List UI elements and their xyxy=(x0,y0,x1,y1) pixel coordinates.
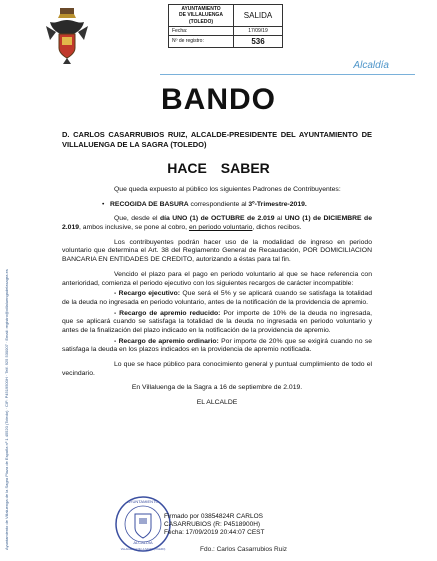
paragraph-intro: Que queda expuesto al público los siguientes Padrones de Contribuyentes: xyxy=(114,186,341,193)
registry-org-line: (TOLEDO) xyxy=(188,18,214,25)
signature-line: CASARRUBIOS (R: P4518900H) xyxy=(164,520,261,528)
registry-number-value: 536 xyxy=(234,35,283,47)
paragraph-domiciliation: Los contribuyentes podrán hacer uso de la modalidad de ingreso en periodo voluntario que determina el Art. 38 del Reglamento General de Recaudación, POR DOMICILIACION BANCARIA EN ENTIDADES DE CREDITO, autorizando a éstas para tal fin. xyxy=(62,238,372,264)
voluntary-period: en periodo voluntario xyxy=(188,224,253,232)
surcharge-text: Por importe de 20% que se exigirá cuando no se satisfaga la deuda en los plazos indicados en la providencia de apremio notificada. xyxy=(62,337,372,354)
text-run: , dichos recibos. xyxy=(252,224,302,232)
surcharge-ordinary xyxy=(62,338,372,355)
registry-org-line: AYUNTAMIENTO xyxy=(181,6,221,12)
signer-name: Fdo.: Carlos Casarrubios Ruiz xyxy=(200,546,288,553)
list-item xyxy=(102,200,372,210)
place-and-date: En Villaluenga de la Sagra a 16 de septiembre de 2.019. xyxy=(131,384,303,392)
registry-org-line: DE VILLALUENGA xyxy=(179,12,223,19)
signature-line: Fecha: 17/09/2019 20:44:07 CEST xyxy=(164,528,265,536)
header-alcaldia: Alcaldía xyxy=(353,60,389,71)
seal-bottom-text: VILLALUENGA DE LA SAGRA (TOLEDO) xyxy=(120,548,166,551)
surcharge-executive xyxy=(62,290,372,307)
signer-role: EL ALCALDE xyxy=(196,399,238,407)
paragraph-executive: Vencido el plazo para el pago en periodo voluntario al que se hace referencia con anterioridad, comienza el periodo ejecutivo con los siguientes recargos de carácter incompatible: xyxy=(62,270,372,287)
registry-date-value: 17/09/19 xyxy=(234,26,283,35)
coat-of-arms-crest xyxy=(42,6,92,66)
text-run: Que, desde el xyxy=(114,215,160,223)
start-date: día UNO (1) de OCTUBRE de 2.019 xyxy=(159,215,275,223)
bullet-subject: RECOGIDA DE BASURA xyxy=(110,200,189,208)
registry-organization xyxy=(169,5,234,27)
vertical-address-text: Ayuntamiento de Villaluenga de la Sagra Plaza de España nº 1 45520 (Toledo) · CIF: P4519500H · Telf. 925 530007 · Email: registro@villaluengadelasagra.es xyxy=(4,269,9,550)
issuer-statement: D. CARLOS CASARRUBIOS RUIZ, ALCALDE-PRESIDENTE DEL AYUNTAMIENTO DE VILLALUENGA DE LA SAGRA (TOLEDO) xyxy=(62,130,372,149)
paragraph-dates xyxy=(62,215,372,232)
text-run: , ambos inclusive, se pone al cobro, xyxy=(79,224,189,232)
header-divider xyxy=(160,74,415,75)
surcharge-label: - Recargo de apremio reducido: xyxy=(114,309,221,317)
bullet-icon: • xyxy=(102,200,105,208)
end-date: UNO (1) de DICIEMBRE de 2.019 xyxy=(62,215,372,232)
vertical-address-strip xyxy=(2,90,12,550)
registry-date-label: Fecha: xyxy=(169,26,234,35)
digital-signature-block xyxy=(164,513,264,536)
surcharge-reduced xyxy=(62,310,372,336)
registry-number-label: Nº de registro: xyxy=(169,35,234,47)
seal-mid-text: ALCALDIA xyxy=(133,540,153,545)
surcharge-label: - Recargo ejecutivo: xyxy=(114,290,180,298)
signature-line: Firmado por 03854824R CARLOS xyxy=(164,513,263,520)
text-run: al xyxy=(274,215,285,223)
document-body xyxy=(62,186,372,414)
surcharge-text: Que será el 5% y se aplicará cuando se satisfaga la totalidad de la deuda no ingresada en periodo voluntario, antes de la notificación de la providencia de apremio. xyxy=(62,290,372,306)
hace-saber-heading: HACE SABER xyxy=(167,160,270,176)
paragraph-closing: Lo que se hace público para conocimiento general y puntual cumplimiento de todo el vecindario. xyxy=(62,361,372,377)
seal-top-text: AYUNTAMIENTO xyxy=(127,499,159,504)
page-title: BANDO xyxy=(161,83,276,116)
surcharge-label: - Recargo de apremio ordinario: xyxy=(114,337,219,345)
bullet-period: 3º-Trimestre-2019. xyxy=(248,200,307,208)
surcharge-text: Por importe de 10% de la deuda no ingresada, que se aplicará cuando se satisfaga la totalidad de la deuda no ingresada en periodo voluntario y antes de la finalización del plazo indicado en la notificación de la providencia de apremio. xyxy=(62,309,373,334)
bullet-connector: correspondiente al xyxy=(188,200,249,208)
registry-stamp-table xyxy=(168,4,283,48)
registry-kind: SALIDA xyxy=(234,5,283,27)
